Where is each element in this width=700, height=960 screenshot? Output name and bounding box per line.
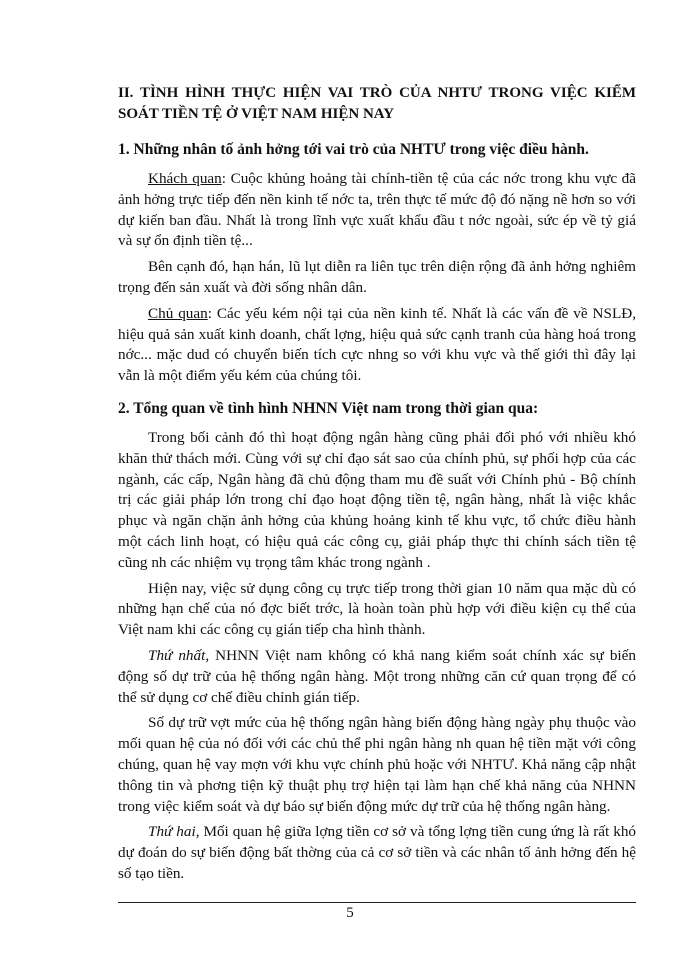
text-chu-quan: : Các yếu kém nội tại của nền kinh tế. Nhất là các vấn đề về NSLĐ, hiệu quả sản xuất kinh doanh, chất lợng, hiệu quả sức cạnh tranh của hàng hoá trong nớc... mặc dud có chuyển biến tích cực nhng so với khu vực và thế giới thì đây lại vẫn là một điểm yếu kém của chúng tôi. bbox=[118, 304, 636, 385]
paragraph-khach-quan bbox=[118, 169, 636, 252]
paragraph-so-du-tru: Số dự trữ vợt mức của hệ thống ngân hàng biến động hàng ngày phụ thuộc vào mối quan hệ của nó đối với các chủ thể phi ngân hàng nh quan hệ tiền mặt với công chúng, quan hệ vay mợn với khu vực chính phủ hoặc với NHTƯ. Khả năng cập nhật thông tin và phơng tiện kỹ thuật phụ trợ hiện tại làm hạn chế khả năng của NHNN trong việc kiểm soát và dự báo sự biến động mức dự trữ của hệ thống ngân hàng. bbox=[118, 714, 636, 815]
paragraph-hien-nay: Hiện nay, việc sử dụng công cụ trực tiếp trong thời gian 10 năm qua mặc dù có những hạn chế của nó đợc biết trớc, là hoàn toàn phù hợp với điều kiện cụ thể của Việt nam khi các công cụ gián tiếp cha hình thành. bbox=[118, 579, 636, 639]
label-thu-nhat: Thứ nhất bbox=[148, 646, 206, 664]
main-heading: II. TÌNH HÌNH THỰC HIỆN VAI TRÒ CỦA NHTƯ TRONG VIỆC KIỂM SOÁT TIỀN TỆ Ở VIỆT NAM HIỆN NAY bbox=[118, 85, 636, 122]
paragraph-chu-quan bbox=[118, 304, 636, 387]
page-number: 5 bbox=[346, 905, 354, 921]
label-thu-hai: Thứ hai, bbox=[148, 823, 200, 841]
paragraph-thu-nhat bbox=[118, 646, 636, 708]
paragraph-ben-canh-do: Bên cạnh đó, hạn hán, lũ lụt diễn ra liên tục trên diện rộng đã ảnh hởng nghiêm trọng đến sản xuất và đời sống nhân dân. bbox=[118, 258, 636, 296]
footer-divider bbox=[118, 902, 636, 903]
text-thu-hai: Mối quan hệ giữa lợng tiền cơ sở và tổng lợng tiền cung ứng là rất khó dự đoán do sự biến động bất thờng của cả cơ sở tiền và các nhân tố ảnh hởng đến hệ số tạo tiền. bbox=[118, 823, 637, 882]
text-thu-nhat: , NHNN Việt nam không có khả nang kiểm soát chính xác sự biến động số dự trữ của hệ thống ngân hàng. Một trong những căn cứ quan trọng để có thể sử dụng cơ chế điều chỉnh gián tiếp. bbox=[118, 646, 636, 706]
paragraph-boi-canh: Trong bối cảnh đó thì hoạt động ngân hàng cũng phải đối phó với nhiều khó khăn thử thách mới. Cùng với sự chỉ đạo sát sao của chính phủ, sự phối hợp của các ngành, các cấp, Ngân hàng đã chủ động tham mu đề suất với Chính phủ - Bộ chính trị các giải pháp lớn trong chỉ đạo hoạt động tiền tệ, ngân hàng, nhất là việc khắc phục và ngăn chặn ảnh hởng của khủng hoảng kinh tế khu vực, tổ chức điều hành một cách linh hoạt, có hiệu quả các công cụ, giải pháp thực thi chính sách tiền tệ cũng nh các nhiệm vụ trọng tâm khác trong ngành . bbox=[118, 428, 636, 571]
label-chu-quan: Chủ quan bbox=[148, 304, 208, 322]
section-2-heading: 2. Tổng quan về tình hình NHNN Việt nam trong thời gian qua: bbox=[118, 399, 539, 417]
section-1-heading: 1. Những nhân tố ảnh hởng tới vai trò của NHTƯ trong việc điều hành. bbox=[118, 141, 589, 158]
text-khach-quan: : Cuộc khủng hoảng tài chính-tiền tệ của các nớc trong khu vực đã ảnh hởng trực tiếp đến nền kinh tế nớc ta, trên thực tế mức độ đó nặng nề hơn so với dự kiến ban đầu. Nhất là trong lĩnh vực xuất khẩu đầu t nớc ngoài, sức ép về tỷ giá và sự ổn định tiền tệ... bbox=[118, 170, 636, 250]
label-khach-quan: Khách quan bbox=[148, 170, 222, 187]
page-content bbox=[118, 83, 636, 890]
paragraph-thu-hai bbox=[118, 822, 636, 884]
